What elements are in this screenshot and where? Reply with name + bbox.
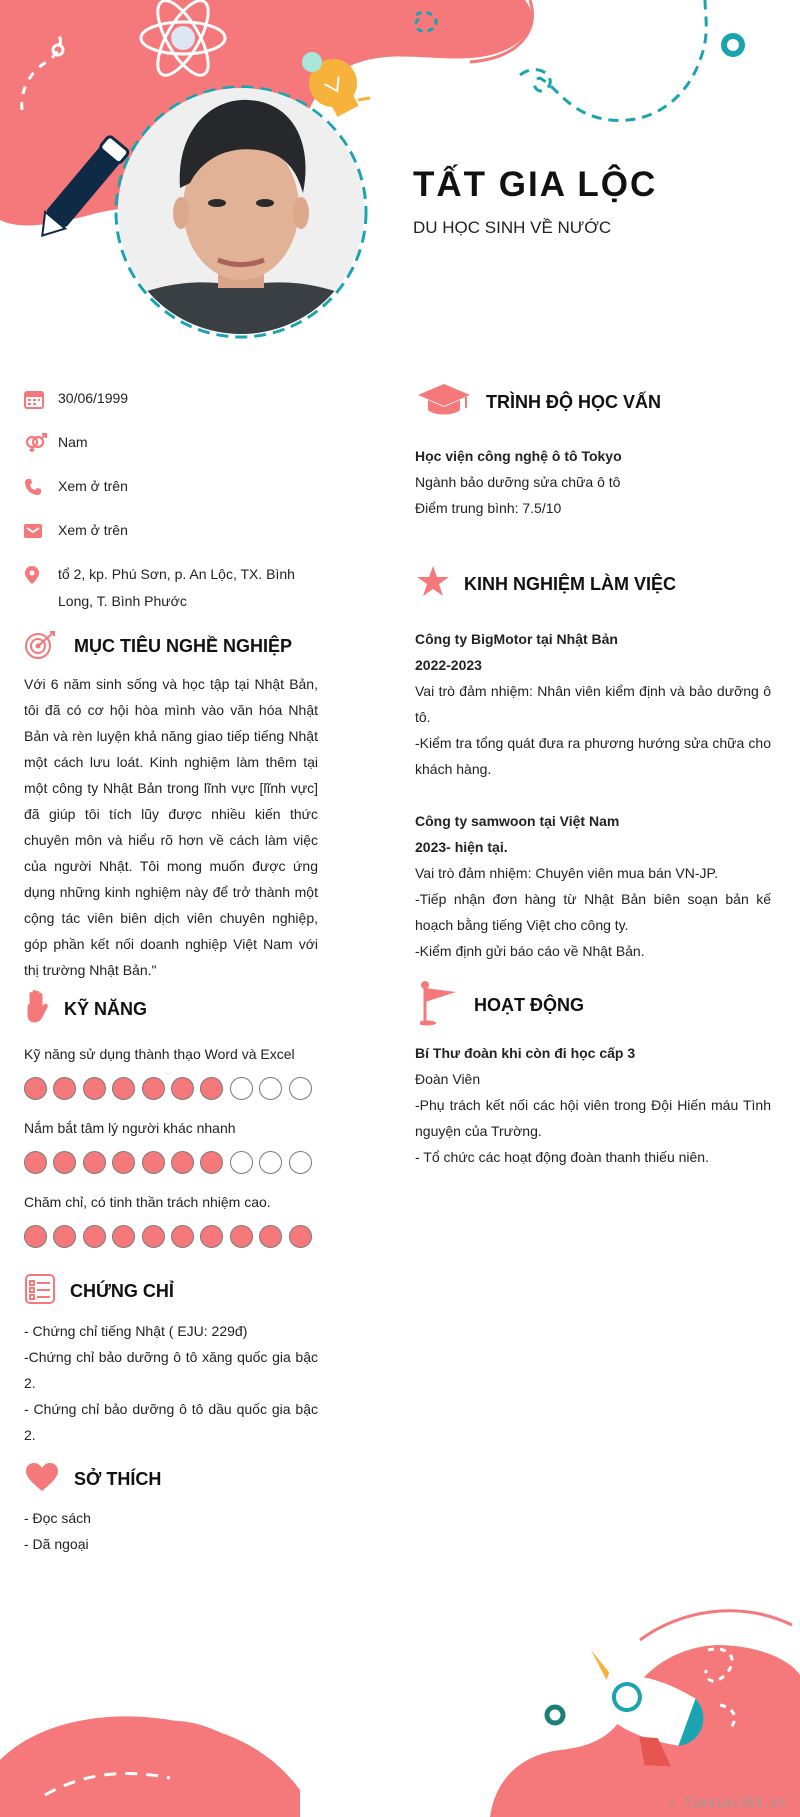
candidate-name: TẤT GIA LỘC xyxy=(413,165,658,204)
rating-dot-filled xyxy=(83,1151,106,1174)
activity-description: -Phụ trách kết nối các hội viên trong Đội Hiến máu Tình nguyện của Trường. - Tổ chức các hoạt động đoàn thanh thiếu niên. xyxy=(415,1097,771,1165)
experience-title: KINH NGHIỆM LÀM VIỆC xyxy=(464,574,677,594)
rating-dot-filled xyxy=(83,1077,106,1100)
skill-rating xyxy=(24,1077,324,1100)
footer-decoration xyxy=(0,1590,800,1817)
education-title: TRÌNH ĐỘ HỌC VẤN xyxy=(486,392,661,412)
activities-heading xyxy=(420,980,584,1031)
job-description: Vai trò đảm nhiệm: Chuyên viên mua bán VN-JP. -Tiếp nhận đơn hàng từ Nhật Bản biên soạn bản kế hoạch bằng tiếng Việt cho công ty. -Kiểm định gửi báo cáo về Nhật Bản. xyxy=(415,865,771,959)
location-icon xyxy=(24,561,58,588)
rating-dot-filled xyxy=(230,1225,253,1248)
candidate-title: DU HỌC SINH VỀ NƯỚC xyxy=(413,218,612,237)
info-birthdate xyxy=(24,385,324,412)
certificates-title: CHỨNG CHỈ xyxy=(70,1281,174,1301)
info-email xyxy=(24,517,324,544)
activities-details xyxy=(415,1040,771,1170)
contact-info xyxy=(24,385,324,632)
hobbies-title: SỞ THÍCH xyxy=(74,1469,162,1489)
rating-dot-filled xyxy=(200,1151,223,1174)
job-company: Công ty BigMotor tại Nhật Bản xyxy=(415,631,618,647)
avatar xyxy=(118,88,364,334)
target-icon xyxy=(24,628,60,665)
objective-title: MỤC TIÊU NGHỀ NGHIỆP xyxy=(74,636,293,656)
rating-dot-empty xyxy=(230,1077,253,1100)
hobbies-heading xyxy=(24,1461,161,1498)
rating-dot-filled xyxy=(83,1225,106,1248)
activity-role: Đoàn Viên xyxy=(415,1071,481,1087)
activity-org: Bí Thư đoàn khi còn đi học cấp 3 xyxy=(415,1045,636,1061)
objective-text: Với 6 năm sinh sống và học tập tại Nhật Bản, tôi đã có cơ hội hòa mình vào văn hóa Nhật Bản và rèn luyện khả năng giao tiếp tiếng Nhật một cách lưu loát. Kinh nghiệm làm thêm tại một công ty Nhật Bản trong lĩnh vực [lĩnh vực] đã giúp tôi tích lũy được nhiều kiến thức chuyên môn và hiểu rõ hơn về cách làm việc của người Nhật. Tôi mong muốn được ứng dụng những kinh nghiệm này để trở thành một cộng tác viên biên dịch viên chuyên nghiệp, góp phần kết nối doanh nghiệp Việt Nam với thị trường Nhật Bản." xyxy=(24,676,318,978)
rating-dot-empty xyxy=(289,1077,312,1100)
gender-icon xyxy=(24,429,58,456)
phone-icon xyxy=(24,473,58,500)
birthdate-text: 30/06/1999 xyxy=(58,390,129,406)
rating-dot-filled xyxy=(112,1225,135,1248)
skill-label: Nắm bắt tâm lý người khác nhanh xyxy=(24,1120,236,1136)
rating-dot-filled xyxy=(289,1225,312,1248)
rating-dot-filled xyxy=(171,1151,194,1174)
heart-icon xyxy=(24,1461,60,1498)
certificates-heading xyxy=(24,1273,174,1310)
rating-dot-filled xyxy=(171,1077,194,1100)
calendar-icon xyxy=(24,385,58,412)
star-icon xyxy=(416,565,450,604)
rating-dot-empty xyxy=(259,1151,282,1174)
rating-dot-filled xyxy=(142,1151,165,1174)
skill-item-2 xyxy=(24,1115,324,1174)
rating-dot-empty xyxy=(230,1151,253,1174)
education-details xyxy=(415,443,775,521)
rating-dot-filled xyxy=(24,1225,47,1248)
rating-dot-filled xyxy=(259,1225,282,1248)
certificate-icon xyxy=(24,1273,56,1310)
email-text: Xem ở trên xyxy=(58,522,128,538)
rating-dot-filled xyxy=(112,1151,135,1174)
gender-text: Nam xyxy=(58,434,88,450)
skill-label: Kỹ năng sử dụng thành thạo Word và Excel xyxy=(24,1046,295,1062)
rating-dot-empty xyxy=(259,1077,282,1100)
skill-item-1 xyxy=(24,1041,324,1100)
rating-dot-filled xyxy=(112,1077,135,1100)
experience-job-2 xyxy=(415,808,771,964)
rating-dot-empty xyxy=(289,1151,312,1174)
flag-icon xyxy=(420,980,460,1031)
job-period: 2022-2023 xyxy=(415,657,482,673)
rating-dot-filled xyxy=(53,1077,76,1100)
job-period: 2023- hiện tại. xyxy=(415,839,508,855)
info-gender xyxy=(24,429,324,456)
skill-item-3 xyxy=(24,1189,324,1248)
watermark: ∴ Timviec365.vn xyxy=(668,1796,786,1811)
job-company: Công ty samwoon tại Việt Nam xyxy=(415,813,620,829)
rating-dot-filled xyxy=(53,1151,76,1174)
mail-icon xyxy=(24,517,58,544)
rating-dot-filled xyxy=(24,1077,47,1100)
hand-icon xyxy=(24,990,50,1029)
skill-label: Chăm chỉ, có tinh thần trách nhiệm cao. xyxy=(24,1194,271,1210)
hobby-item: - Đọc sách xyxy=(24,1510,91,1526)
info-phone xyxy=(24,473,324,500)
gpa: Điểm trung bình: 7.5/10 xyxy=(415,500,562,516)
rating-dot-filled xyxy=(53,1225,76,1248)
hobbies-list xyxy=(24,1505,318,1557)
skill-rating xyxy=(24,1225,324,1248)
experience-heading xyxy=(416,565,676,604)
address-text: tổ 2, kp. Phú Sơn, p. An Lộc, TX. Bình Long, T. Bình Phước xyxy=(58,566,295,609)
major: Ngành bảo dưỡng sửa chữa ô tô xyxy=(415,474,621,490)
rating-dot-filled xyxy=(200,1077,223,1100)
skill-rating xyxy=(24,1151,324,1174)
job-description: Vai trò đảm nhiệm: Nhân viên kiểm định và bảo dưỡng ô tô. -Kiểm tra tổng quát đưa ra phương hướng sửa chữa cho khách hàng. xyxy=(415,683,771,777)
phone-text: Xem ở trên xyxy=(58,478,128,494)
hobby-item: - Dã ngoại xyxy=(24,1536,89,1552)
rating-dot-filled xyxy=(171,1225,194,1248)
certificates-text: - Chứng chỉ tiếng Nhật ( EJU: 229đ) -Chứng chỉ bảo dưỡng ô tô xăng quốc gia bậc 2. - Chứng chỉ bảo dưỡng ô tô dầu quốc gia bậc 2. xyxy=(24,1323,318,1443)
activities-title: HOẠT ĐỘNG xyxy=(474,995,584,1015)
avatar-portrait xyxy=(118,88,364,334)
info-address xyxy=(24,561,324,615)
objective-heading xyxy=(24,628,292,665)
experience-job-1 xyxy=(415,626,771,782)
education-heading xyxy=(416,382,661,423)
skills-heading xyxy=(24,990,147,1029)
rating-dot-filled xyxy=(200,1225,223,1248)
rating-dot-filled xyxy=(142,1225,165,1248)
skills-title: KỸ NĂNG xyxy=(64,999,148,1019)
rating-dot-filled xyxy=(24,1151,47,1174)
graduation-cap-icon xyxy=(416,382,472,423)
rating-dot-filled xyxy=(142,1077,165,1100)
school-name: Học viện công nghệ ô tô Tokyo xyxy=(415,448,622,464)
